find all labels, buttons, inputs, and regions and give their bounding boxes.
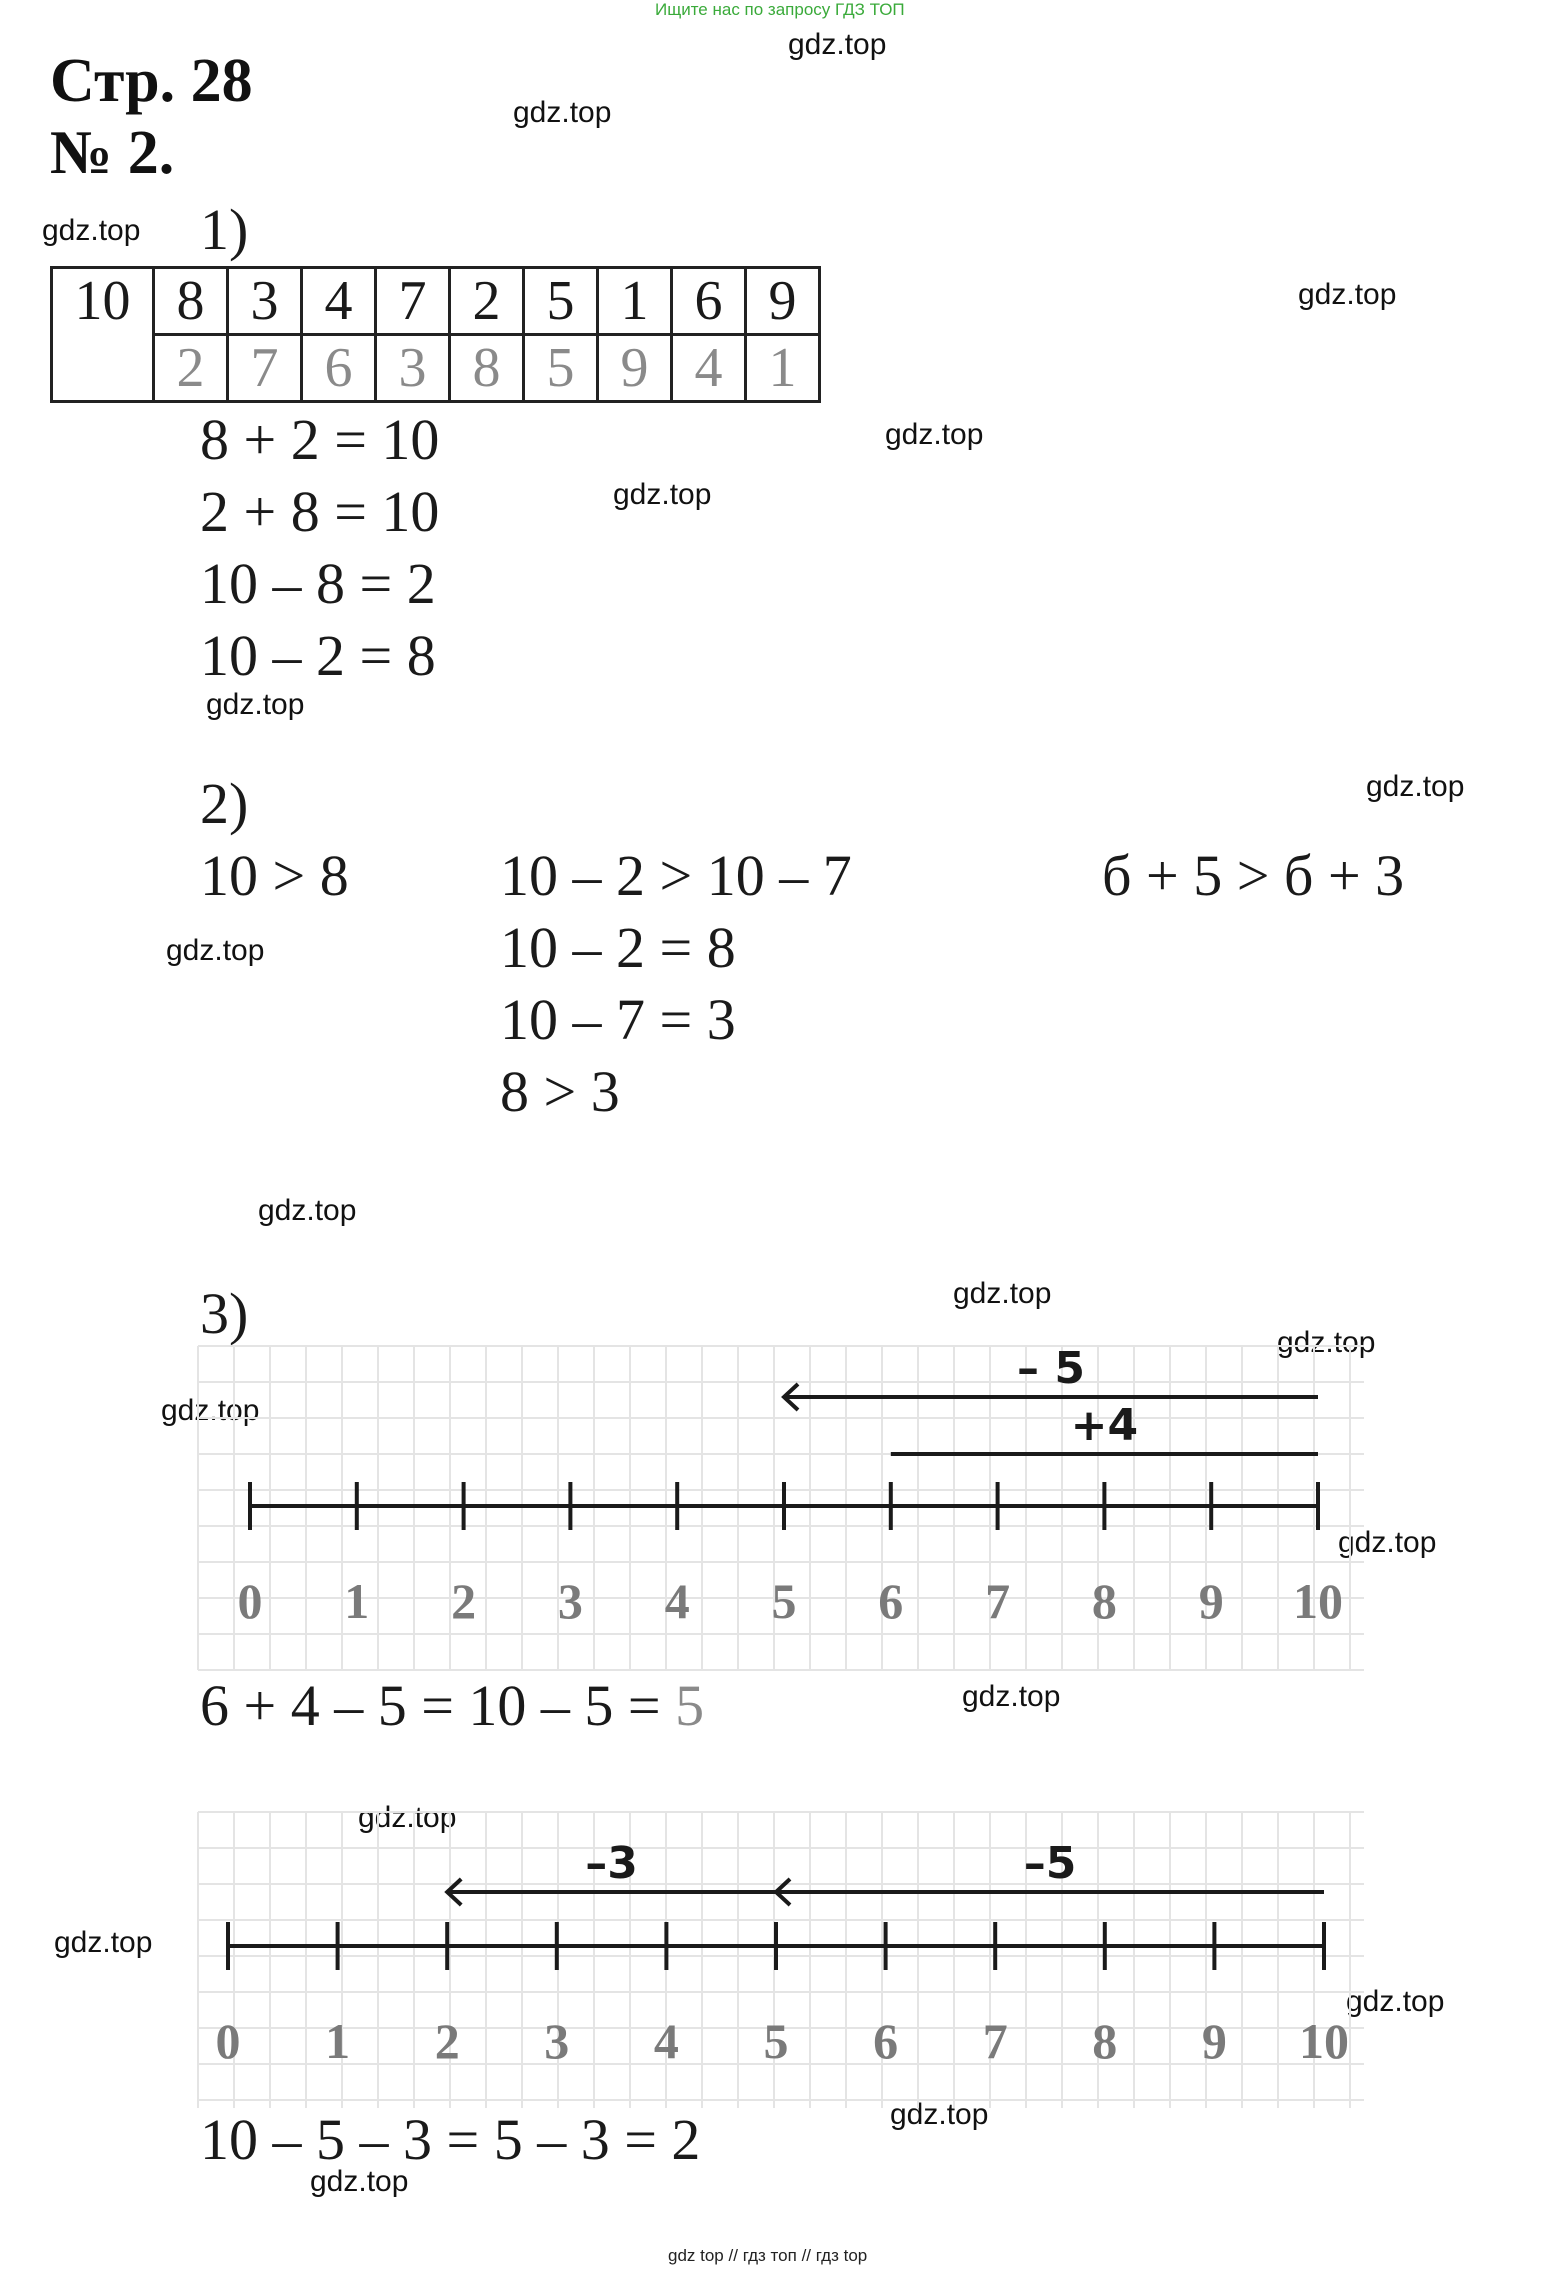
equation: 10 – 8 = 2 bbox=[200, 551, 436, 616]
watermark: gdz.top bbox=[42, 214, 141, 247]
jump-label: +4 bbox=[1070, 1400, 1139, 1451]
search-hint: Ищите нас по запросу ГДЗ ТОП bbox=[655, 0, 905, 19]
number-line-2 bbox=[198, 1812, 1364, 2108]
equation: 10 – 2 = 8 bbox=[500, 915, 736, 980]
tick-label: 0 bbox=[237, 1573, 263, 1629]
footer-link[interactable]: gdz top bbox=[668, 2246, 724, 2265]
tick-label: 10 bbox=[1293, 1573, 1343, 1629]
table-row bbox=[52, 268, 820, 335]
watermark: gdz.top bbox=[962, 1680, 1061, 1713]
tick-label: 9 bbox=[1198, 1573, 1224, 1629]
bottom-cell: 6 bbox=[302, 335, 376, 402]
part2-label: 2) bbox=[200, 771, 249, 836]
watermark: gdz.top bbox=[206, 688, 305, 721]
watermark: gdz.top bbox=[1366, 770, 1465, 803]
watermark: gdz.top bbox=[1346, 1985, 1445, 2018]
number-pairs-table bbox=[50, 266, 821, 403]
bottom-cell: 5 bbox=[524, 335, 598, 402]
watermark: gdz.top bbox=[890, 2098, 989, 2131]
comparison: 8 > 3 bbox=[500, 1059, 620, 1124]
equation: 8 + 2 = 10 bbox=[200, 407, 440, 472]
bottom-cell: 3 bbox=[376, 335, 450, 402]
tick-label: 8 bbox=[1091, 1573, 1117, 1629]
tick-label: 5 bbox=[771, 1573, 797, 1629]
equation-main: 6 + 4 – 5 = 10 – 5 = bbox=[200, 1673, 676, 1738]
tick-label: 9 bbox=[1201, 2013, 1227, 2069]
tick-label: 4 bbox=[664, 1573, 690, 1629]
equation bbox=[200, 1672, 704, 1739]
top-cell: 9 bbox=[746, 268, 820, 335]
watermark: gdz.top bbox=[788, 28, 887, 61]
watermark: gdz.top bbox=[1298, 278, 1397, 311]
tick-label: 2 bbox=[434, 2013, 460, 2069]
tick-label: 7 bbox=[985, 1573, 1011, 1629]
equation: 10 – 7 = 3 bbox=[500, 987, 736, 1052]
number-line-1 bbox=[198, 1343, 1364, 1670]
top-cell: 7 bbox=[376, 268, 450, 335]
bottom-cell: 7 bbox=[228, 335, 302, 402]
tick-label: 1 bbox=[344, 1573, 370, 1629]
top-cell: 6 bbox=[672, 268, 746, 335]
watermark: gdz.top bbox=[54, 1926, 153, 1959]
tick-label: 8 bbox=[1092, 2013, 1118, 2069]
footer-link[interactable]: гдз top bbox=[815, 2246, 868, 2265]
footer-separator: // bbox=[801, 2246, 812, 2265]
watermark: gdz.top bbox=[310, 2165, 409, 2198]
footer-separator: // bbox=[728, 2246, 738, 2265]
table-row bbox=[52, 335, 820, 402]
equation: 2 + 8 = 10 bbox=[200, 479, 440, 544]
equation-result: 5 bbox=[675, 1673, 705, 1738]
top-cell: 3 bbox=[228, 268, 302, 335]
top-cell: 8 bbox=[154, 268, 228, 335]
equation: 10 – 2 = 8 bbox=[200, 623, 436, 688]
watermark: gdz.top bbox=[1338, 1526, 1437, 1559]
bottom-cell: 1 bbox=[746, 335, 820, 402]
top-cell: 1 bbox=[598, 268, 672, 335]
comparison: б + 5 > б + 3 bbox=[1102, 843, 1405, 908]
task-number: № 2. bbox=[50, 119, 175, 187]
bottom-cell: 9 bbox=[598, 335, 672, 402]
top-cell: 5 bbox=[524, 268, 598, 335]
jump-label: –5 bbox=[1023, 1838, 1077, 1889]
tick-label: 5 bbox=[763, 2013, 789, 2069]
jump-label: –3 bbox=[585, 1838, 638, 1889]
jump-label: – 5 bbox=[1017, 1343, 1085, 1394]
page-number: Стр. 28 bbox=[50, 47, 253, 115]
tick-label: 4 bbox=[653, 2013, 679, 2069]
bottom-cell: 4 bbox=[672, 335, 746, 402]
comparison: 10 > 8 bbox=[200, 843, 349, 908]
top-cell: 2 bbox=[450, 268, 524, 335]
tick-label: 3 bbox=[544, 2013, 570, 2069]
whole-number-cell: 10 bbox=[52, 268, 154, 402]
top-cell: 4 bbox=[302, 268, 376, 335]
tick-label: 1 bbox=[325, 2013, 351, 2069]
watermark: gdz.top bbox=[358, 1801, 457, 1834]
watermark: gdz.top bbox=[885, 418, 984, 451]
watermark: gdz.top bbox=[613, 478, 712, 511]
watermark: gdz.top bbox=[161, 1394, 260, 1427]
tick-label: 10 bbox=[1299, 2013, 1349, 2069]
tick-label: 7 bbox=[982, 2013, 1008, 2069]
watermark: gdz.top bbox=[258, 1194, 357, 1227]
bottom-cell: 8 bbox=[450, 335, 524, 402]
watermark: gdz.top bbox=[953, 1277, 1052, 1310]
watermark: gdz.top bbox=[166, 934, 265, 967]
equation: 10 – 5 – 3 = 5 – 3 = 2 bbox=[200, 2107, 701, 2172]
watermark: gdz.top bbox=[1277, 1326, 1376, 1359]
tick-label: 3 bbox=[557, 1573, 583, 1629]
tick-label: 6 bbox=[878, 1573, 904, 1629]
part3-label: 3) bbox=[200, 1281, 249, 1346]
tick-label: 6 bbox=[873, 2013, 899, 2069]
bottom-cell: 2 bbox=[154, 335, 228, 402]
part1-label: 1) bbox=[200, 197, 249, 262]
footer-link[interactable]: гдз топ bbox=[742, 2246, 797, 2265]
watermark: gdz.top bbox=[513, 96, 612, 129]
footer-links bbox=[668, 2246, 867, 2266]
tick-label: 0 bbox=[215, 2013, 241, 2069]
tick-label: 2 bbox=[451, 1573, 477, 1629]
comparison: 10 – 2 > 10 – 7 bbox=[500, 843, 852, 908]
